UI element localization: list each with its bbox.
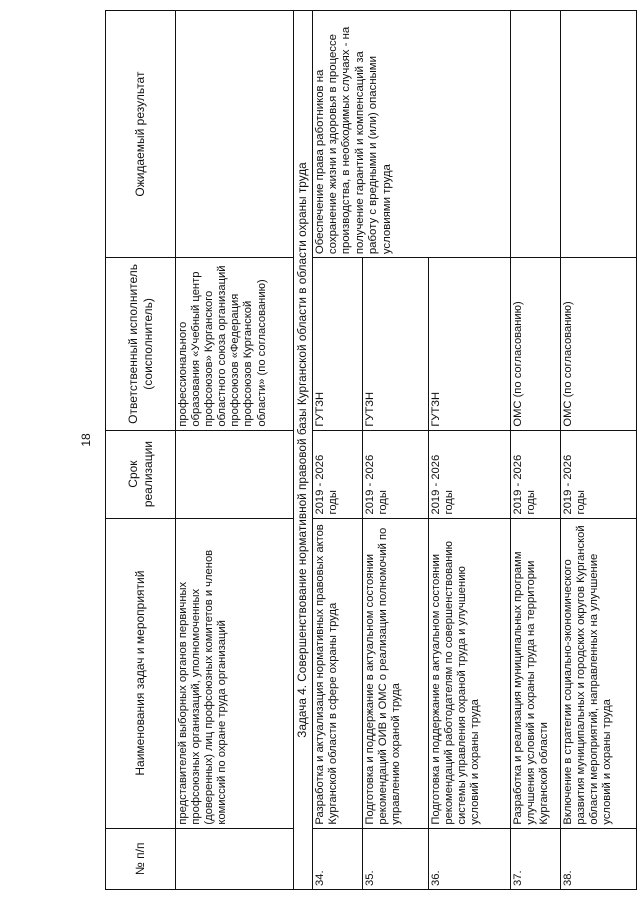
row-term: 2019 - 2026 годы: [362, 430, 428, 518]
row-term: 2019 - 2026 годы: [312, 430, 362, 518]
row-num: 37.: [510, 828, 560, 889]
header-name: Наименования задач и мероприятий: [106, 518, 176, 828]
measures-table: [105, 10, 637, 890]
row-responsible: ОМС (по согласованию): [560, 258, 636, 430]
task-title-row: [294, 11, 313, 890]
row-num: 36.: [428, 828, 510, 889]
row-term: 2019 - 2026 годы: [428, 430, 510, 518]
header-responsible: Ответственный исполнитель (соисполнитель): [106, 258, 176, 430]
row-responsible: ОМС (по согласованию): [510, 258, 560, 430]
table-row: [560, 11, 636, 890]
row-num: 38.: [560, 828, 636, 889]
row-name: Включение в стратегии социально-экономического развития муниципальных и городских округов Курганской области мероприятий, направленных на улучшение условий и охраны труда: [560, 518, 636, 828]
header-result: Ожидаемый результат: [106, 11, 176, 258]
table-row: [312, 11, 362, 890]
row-name: Разработка и актуализация нормативных правовых актов Курганской области в сфере охраны труда: [312, 518, 362, 828]
row-name: Разработка и реализация муниципальных программ улучшения условий и охраны труда на территории Курганской области: [510, 518, 560, 828]
row-name: Подготовка и поддержание в актуальном состоянии рекомендаций работодателям по совершенствованию системы управления охраной труда и улучшению условий и охраны труда: [428, 518, 510, 828]
header-num: № п/п: [106, 828, 176, 889]
page-number: 18: [79, 433, 93, 447]
row-num: 35.: [362, 828, 428, 889]
continuation-row: [176, 11, 294, 890]
row-name: Подготовка и поддержание в актуальном состоянии рекомендаций ОИВ и ОМС о реализации полномочий по управлению охраной труда: [362, 518, 428, 828]
rotated-page: [105, 10, 635, 890]
table-header-row: [106, 11, 176, 890]
row-responsible: ГУТЗН: [428, 258, 510, 430]
table-row: [510, 11, 560, 890]
row-responsible: ГУТЗН: [312, 258, 362, 430]
row-result: Обеспечение права работников на сохранение жизни и здоровья в процессе производства, в необходимых случаях - на получение гарантий и компенсаций за работу с вредными и (или) опасными условиями труда: [312, 11, 510, 258]
continuation-responsible: профессионального образования «Учебный центр профсоюзов» Курганского областного союза организаций профсоюзов «Федерация профсоюзов Курганской области» (по согласованию): [176, 258, 294, 430]
row-term: 2019 - 2026 годы: [560, 430, 636, 518]
row-num: 34.: [312, 828, 362, 889]
continuation-name: представителей выборных органов первичных профсоюзных организаций, уполномоченных (доверенных) лиц профсоюзных комитетов и членов комиссий по охране труда организаций: [176, 518, 294, 828]
row-term: 2019 - 2026 годы: [510, 430, 560, 518]
row-responsible: ГУТЗН: [362, 258, 428, 430]
task-title: Задача 4. Совершенствование нормативной правовой базы Курганской области в области охраны труда: [294, 11, 313, 890]
header-term: Срок реализации: [106, 430, 176, 518]
